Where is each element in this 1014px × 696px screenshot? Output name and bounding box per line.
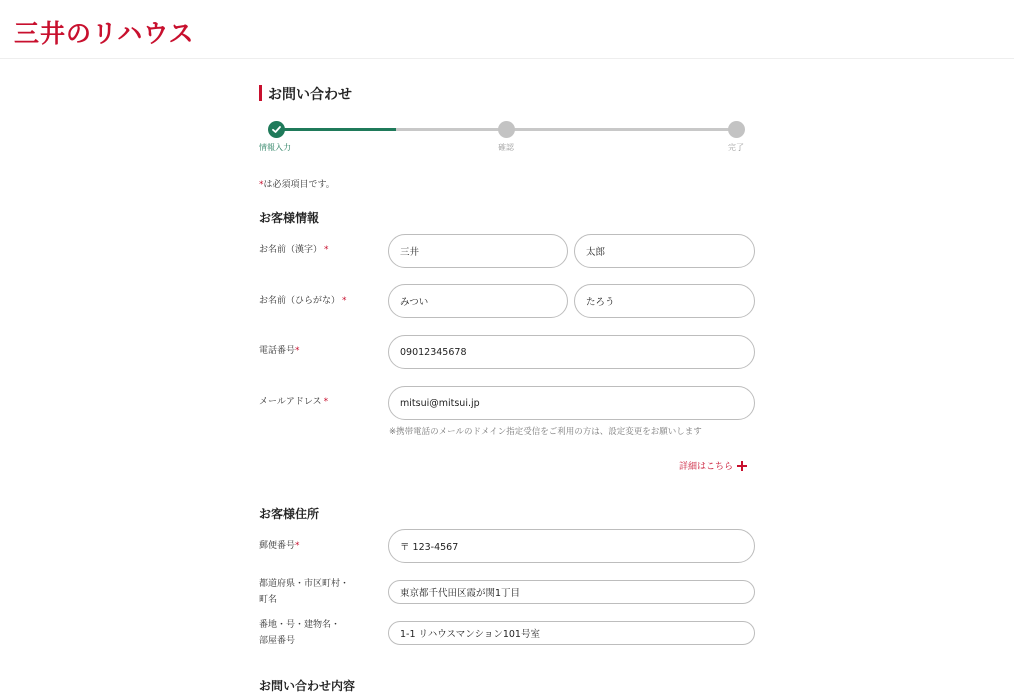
section-customer-address: お客様住所 <box>259 507 320 521</box>
email-label-text: メールアドレス <box>259 397 322 407</box>
name-kanji-label <box>259 242 329 258</box>
phone-label-text: 電話番号 <box>259 346 296 356</box>
section-inquiry: お問い合わせ内容 <box>259 679 356 693</box>
phone-input[interactable]: 09012345678 <box>388 335 755 369</box>
name-kanji-label-text: お名前（漢字） <box>259 245 323 255</box>
step-3-dot <box>728 121 745 138</box>
required-mark: * <box>342 296 347 306</box>
progress-track-complete <box>276 128 396 131</box>
email-label <box>259 394 328 410</box>
last-name-kana-input[interactable]: みつい <box>388 284 568 318</box>
site-header <box>0 0 1014 59</box>
name-kana-label <box>259 293 347 309</box>
required-note <box>259 177 335 190</box>
phone-label <box>259 343 300 359</box>
first-name-kanji-input[interactable]: 太郎 <box>574 234 755 268</box>
plus-icon[interactable] <box>737 461 747 471</box>
progress-stepper <box>259 120 759 156</box>
section-customer-info: お客様情報 <box>259 211 320 225</box>
postal-code-input[interactable]: 〒 123-4567 <box>388 529 755 563</box>
name-kana-label-text: お名前（ひらがな） <box>259 296 341 306</box>
page-title: お問い合わせ <box>268 87 352 103</box>
required-mark: * <box>295 541 300 551</box>
email-hint: ※携帯電話のメールのドメイン指定受信をご利用の方は、設定変更をお願いします <box>389 427 702 437</box>
step-2-label: 確認 <box>498 143 514 152</box>
required-mark: * <box>324 245 329 255</box>
street-label-line2: 部屋番号 <box>259 636 296 646</box>
last-name-kanji-input[interactable]: 三井 <box>388 234 568 268</box>
detail-link-text[interactable]: 詳細はこちら <box>679 462 734 472</box>
postal-label-text: 郵便番号 <box>259 541 296 551</box>
required-mark: * <box>295 346 300 356</box>
street-input[interactable]: 1-1 リハウスマンション101号室 <box>388 621 755 645</box>
street-label-line1: 番地・号・建物名・ <box>259 620 341 630</box>
postal-label <box>259 538 300 554</box>
email-input[interactable]: mitsui@mitsui.jp <box>388 386 755 420</box>
street-label <box>259 617 340 649</box>
required-note-text: は必須項目です。 <box>263 180 335 190</box>
city-label-line2: 町名 <box>259 595 278 605</box>
required-mark: * <box>259 180 264 190</box>
city-label-line1: 都道府県・市区町村・ <box>259 579 350 589</box>
required-mark: * <box>323 397 329 407</box>
step-1-check-icon <box>268 121 285 138</box>
step-3-label: 完了 <box>728 143 744 152</box>
progress-track-remaining <box>396 128 739 131</box>
first-name-kana-input[interactable]: たろう <box>574 284 755 318</box>
title-accent-bar <box>259 85 262 101</box>
step-2-dot <box>498 121 515 138</box>
city-input[interactable]: 東京都千代田区霞が関1丁目 <box>388 580 755 604</box>
email-detail-link[interactable] <box>679 459 747 472</box>
city-label <box>259 576 349 608</box>
step-1-label: 情報入力 <box>259 143 291 152</box>
brand-logo[interactable]: 三井のリハウス <box>14 19 195 48</box>
